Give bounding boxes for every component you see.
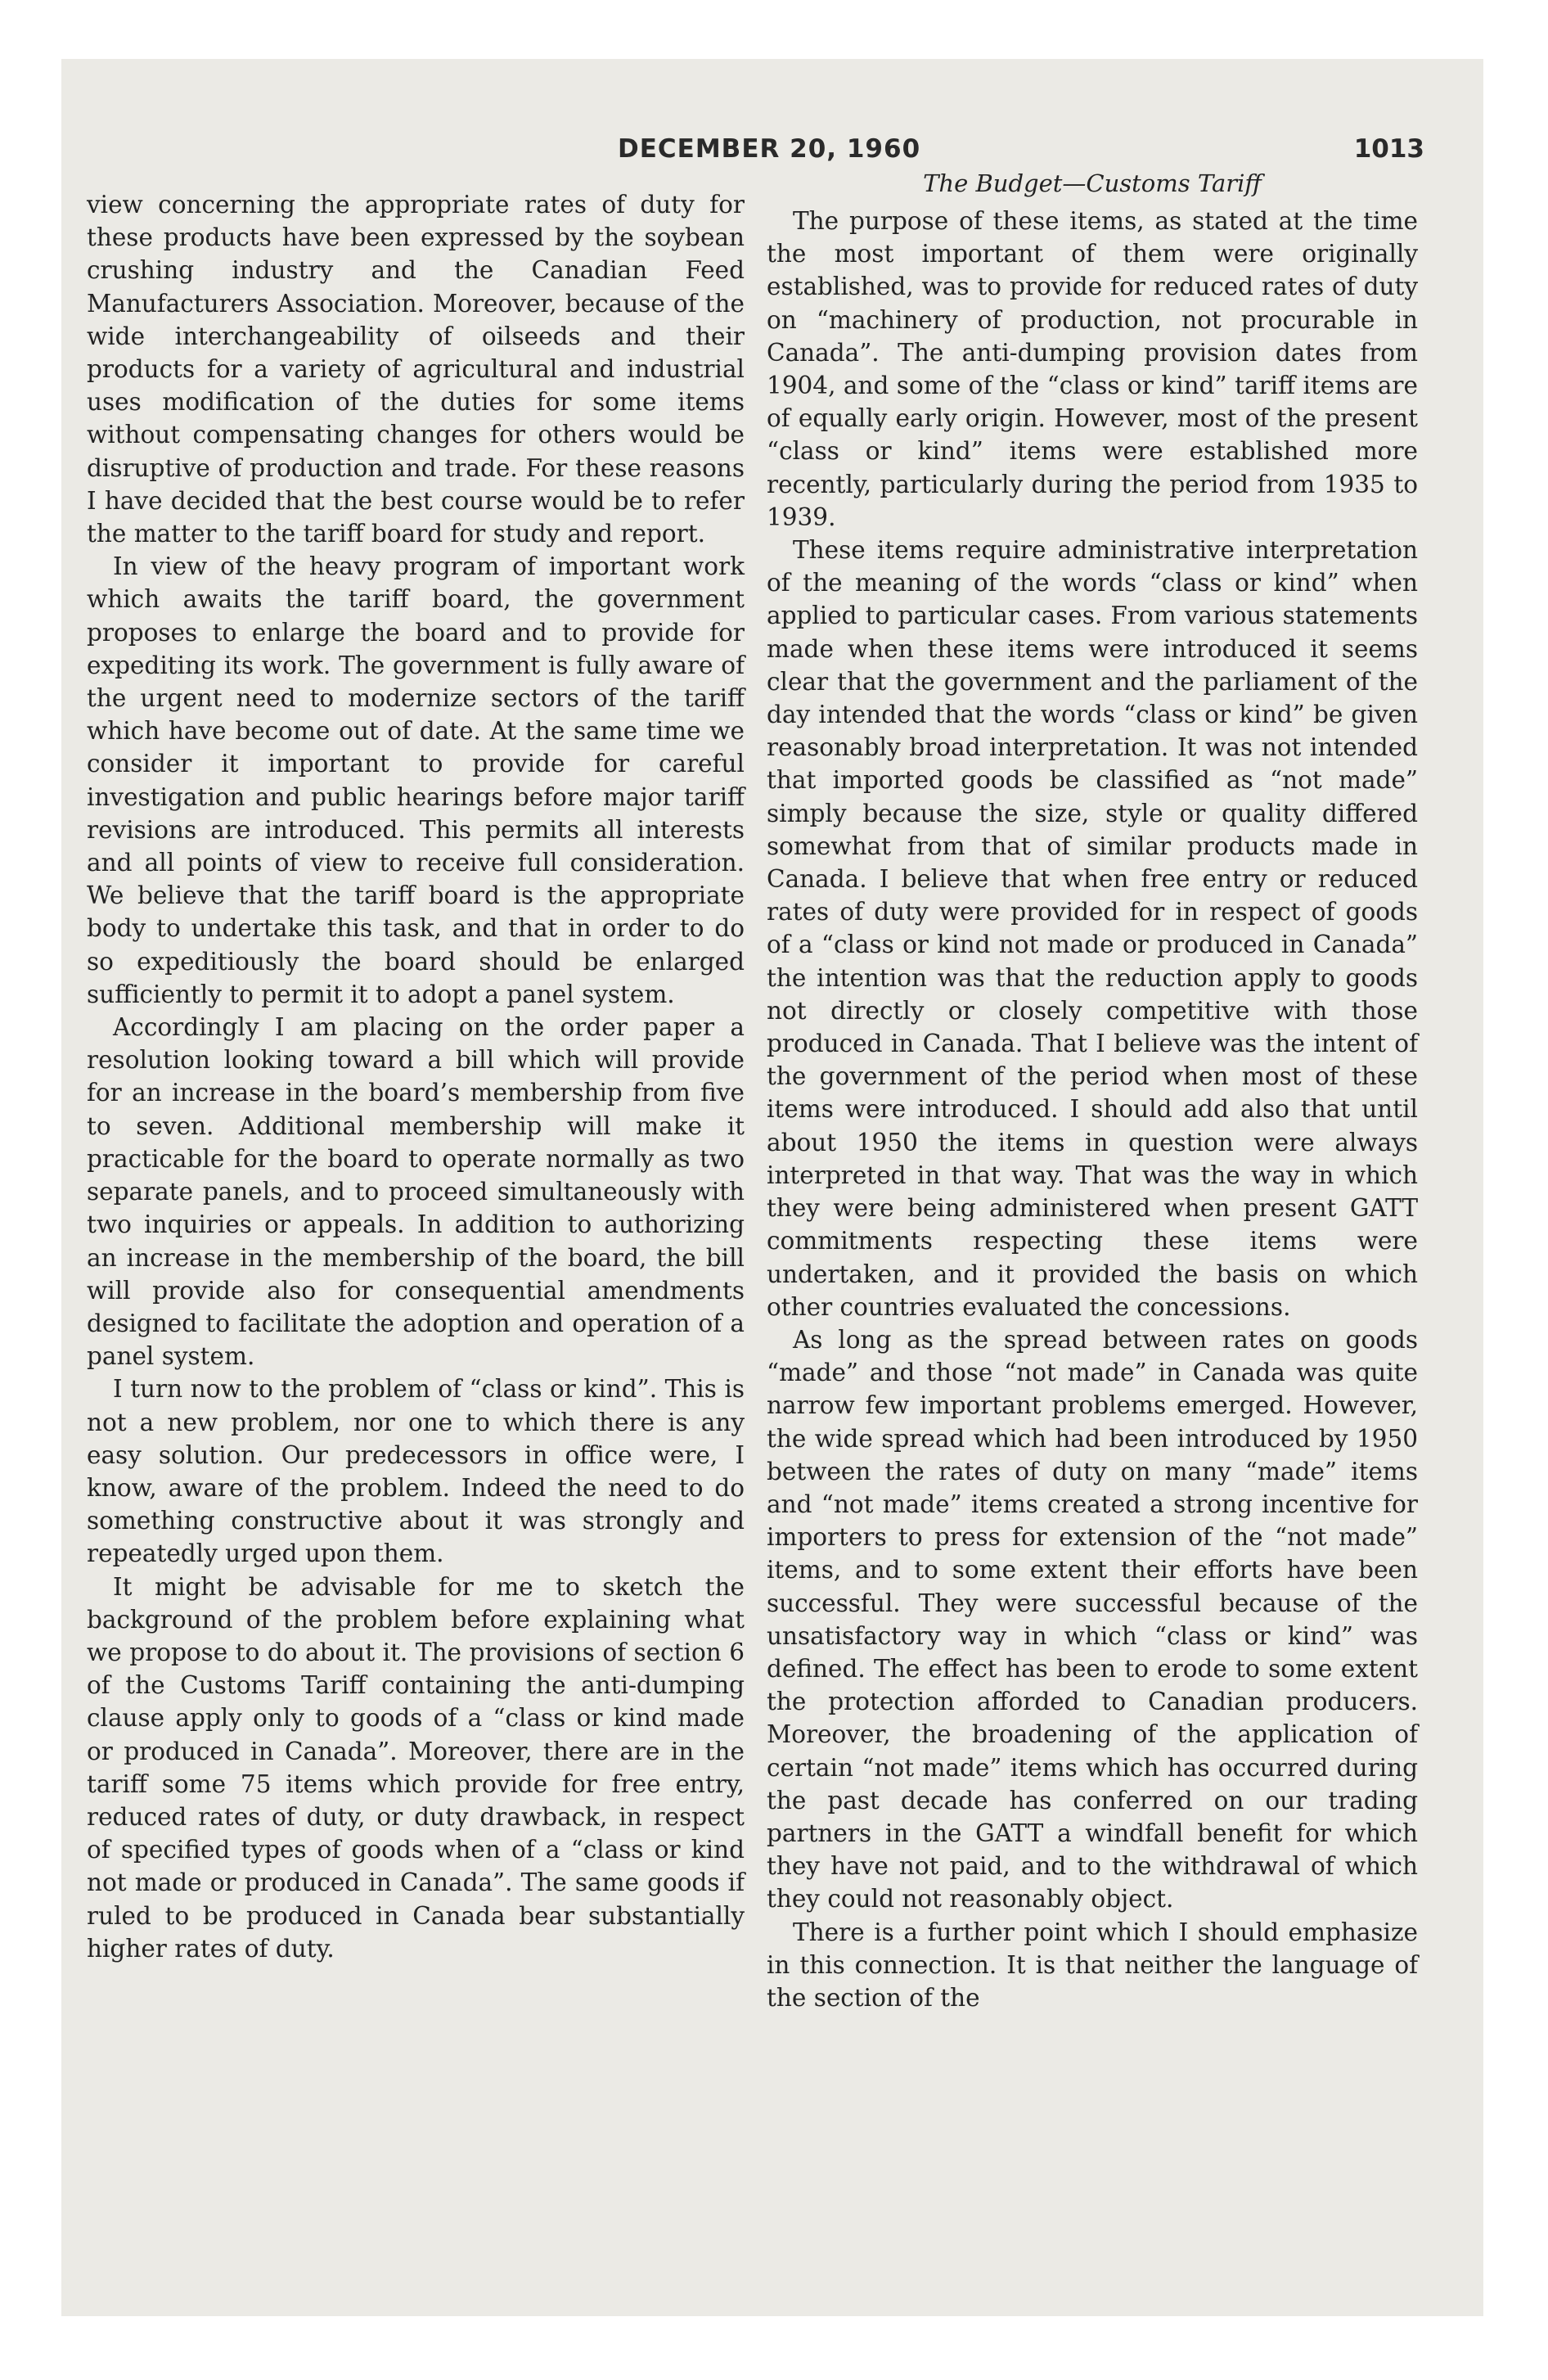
paragraph: It might be advisable for me to sketch the background of the problem before explaining what we propose to do about it. The provisions of section 6 of the Customs Tariff containing the anti-dumping clause apply only to goods of a “class or kind made or produced in Canada”. Moreover, there are in the tariff some 75 items which provide for free entry, reduced rates of duty, or duty drawback, in respect of specified types of goods when of a “class or kind not made or produced in Canada”. The same goods if ruled to be produced in Canada bear substantially higher rates of duty.: [87, 1572, 745, 1963]
paragraph: The purpose of these items, as stated at the time the most important of them were originally established, was to provide for reduced rates of duty on “machinery of production, not procurable in Canada”. The anti-dumping provision dates from 1904, and some of the “class or kind” tariff items are of equally early origin. However, most of the present “class or kind” items were established more recently, particularly during the period from 1935 to 1939.: [767, 207, 1418, 531]
page-number: 1013: [1353, 134, 1424, 164]
paragraph: I turn now to the problem of “class or kind”. This is not a new problem, nor one to which there is any easy solution. Our predecessors in office were, I know, aware of the problem. Indeed the need to do something constructive about it was strongly and repeatedly urged upon them.: [87, 1375, 745, 1568]
running-head: The Budget—Customs Tariff: [923, 169, 1262, 197]
paragraph: As long as the spread between rates on goods “made” and those “not made” in Canada was quite narrow few important problems emerged. However, the wide spread which had been introduced by 1950 between the rates of duty on many “made” items and “not made” items created a strong incentive for importers to press for extension of the “not made” items, and to some extent their efforts have been successful. They were successful because of the unsatisfactory way in which “class or kind” was defined. The effect has been to erode to some extent the protection afforded to Canadian producers. Moreover, the broadening of the application of certain “not made” items which has occurred during the past decade has conferred on our trading partners in the GATT a windfall benefit for which they have not paid, and to the withdrawal of which they could not reasonably object.: [767, 1325, 1418, 1913]
paragraph: There is a further point which I should emphasize in this connection. It is that neither the language of the section of the: [767, 1918, 1418, 2012]
header-date: DECEMBER 20, 1960: [618, 134, 921, 164]
paragraph: These items require administrative interpretation of the meaning of the words “class or kind” when applied to particular cases. From various statements made when these items were introduced it seems clear that the government and the parliament of the day intended that the words “class or kind” be given reasonably broad interpretation. It was not intended that imported goods be classified as “not made” simply because the size, style or quality differed somewhat from that of similar products made in Canada. I believe that when free entry or reduced rates of duty were provided for in respect of goods of a “class or kind not made or produced in Canada” the intention was that the reduction apply to goods not directly or closely competitive with those produced in Canada. That I believe was the intent of the government of the period when most of these items were introduced. I should add also that until about 1950 the items in question were always interpreted in that way. That was the way in which they were being administered when present GATT commitments respecting these items were undertaken, and it provided the basis on which other countries evaluated the concessions.: [767, 536, 1418, 1321]
right-column: [767, 167, 1418, 2014]
scanned-page: [61, 59, 1483, 2316]
paragraph: Accordingly I am placing on the order paper a resolution looking toward a bill which will provide for an increase in the board’s membership from five to seven. Additional membership will make it practicable for the board to operate normally as two separate panels, and to proceed simultaneously with two inquiries or appeals. In addition to authorizing an increase in the membership of the board, the bill will provide also for consequential amendments designed to facilitate the adoption and operation of a panel system.: [87, 1013, 745, 1371]
paragraph: In view of the heavy program of important work which awaits the tariff board, the government proposes to enlarge the board and to provide for expediting its work. The government is fully aware of the urgent need to modernize sectors of the tariff which have become out of date. At the same time we consider it important to provide for careful investigation and public hearings before major tariff revisions are introduced. This permits all interests and all points of view to receive full consideration. We believe that the tariff board is the appropriate body to undertake this task, and that in order to do so expeditiously the board should be enlarged sufficiently to permit it to adopt a panel system.: [87, 552, 745, 1008]
left-column: [87, 188, 745, 1965]
paragraph: view concerning the appropriate rates of duty for these products have been expressed by the soybean crushing industry and the Canadian Feed Manufacturers Association. Moreover, because of the wide interchangeability of oilseeds and their products for a variety of agricultural and industrial uses modification of the duties for some items without compensating changes for others would be disruptive of production and trade. For these reasons I have decided that the best course would be to refer the matter to the tariff board for study and report.: [87, 191, 745, 548]
